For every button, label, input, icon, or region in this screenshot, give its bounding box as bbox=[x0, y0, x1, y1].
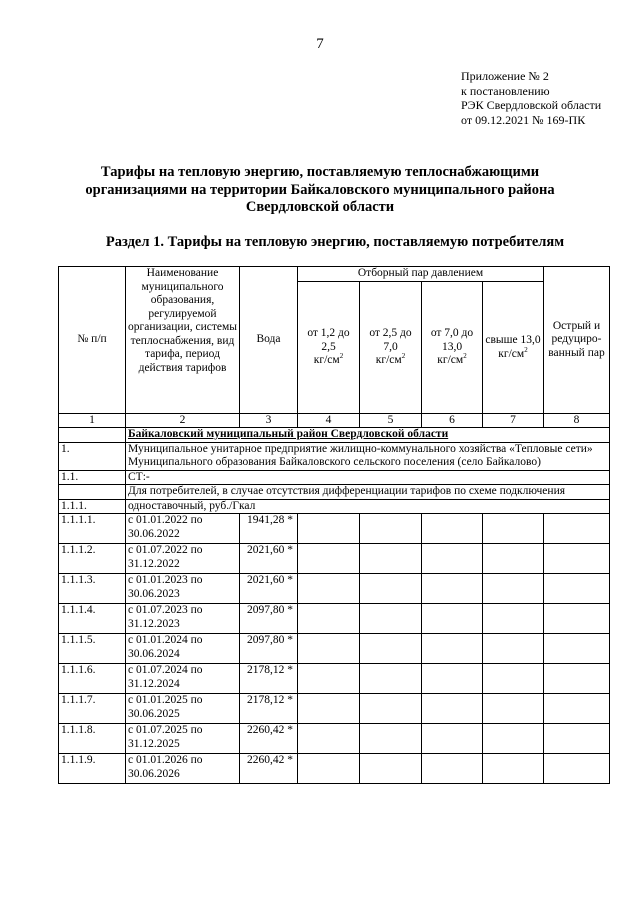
district-name: Байкаловский муниципальный район Свердловской области bbox=[126, 428, 610, 443]
steam-4-value bbox=[483, 724, 544, 754]
table-row bbox=[59, 694, 610, 724]
appendix-line: к постановлению bbox=[461, 83, 550, 98]
steam-1-value bbox=[298, 664, 360, 694]
steam-4-value bbox=[483, 514, 544, 544]
steam-2-value bbox=[360, 754, 422, 784]
steam-2-value bbox=[360, 634, 422, 664]
row-number: 1.1.1.4. bbox=[59, 604, 126, 634]
row-number: 1.1.1.7. bbox=[59, 694, 126, 724]
period-start: с 01.01.2024 по bbox=[128, 634, 203, 646]
section-title: Раздел 1. Тарифы на тепловую энергию, поставляемую потребителям bbox=[105, 234, 565, 250]
sharp-steam-value bbox=[544, 724, 610, 754]
period-cell bbox=[126, 544, 240, 574]
tariff-rows bbox=[59, 514, 610, 784]
row-number: 1.1.1.8. bbox=[59, 724, 126, 754]
water-value: 2021,60 * bbox=[240, 574, 298, 604]
steam-4-value bbox=[483, 754, 544, 784]
header-sharp-steam: Острый и редуциро-ванный пар bbox=[544, 267, 610, 414]
table-row bbox=[59, 574, 610, 604]
steam-1-value bbox=[298, 544, 360, 574]
water-value: 2178,12 * bbox=[240, 664, 298, 694]
period-start: с 01.01.2023 по bbox=[128, 574, 203, 586]
period-cell bbox=[126, 574, 240, 604]
row-number: 1.1.1.2. bbox=[59, 544, 126, 574]
steam-3-value bbox=[422, 664, 483, 694]
table-row bbox=[59, 514, 610, 544]
steam-4-value bbox=[483, 574, 544, 604]
period-start: с 01.07.2024 по bbox=[128, 664, 203, 676]
tariff-table bbox=[58, 266, 610, 784]
row-number: 1.1.1.6. bbox=[59, 664, 126, 694]
water-value: 2260,42 * bbox=[240, 754, 298, 784]
row-number: 1.1.1. bbox=[59, 499, 126, 514]
steam-1-value bbox=[298, 694, 360, 724]
steam-3-value bbox=[422, 724, 483, 754]
header-steam-1: от 1,2 до 2,5 $кг/см^2$ bbox=[298, 282, 360, 414]
sharp-steam-value bbox=[544, 544, 610, 574]
water-value: 2097,80 * bbox=[240, 604, 298, 634]
period-cell bbox=[126, 724, 240, 754]
period-start: с 01.01.2022 по bbox=[128, 514, 203, 526]
sharp-steam-value bbox=[544, 634, 610, 664]
steam-2-value bbox=[360, 694, 422, 724]
period-end: 30.06.2022 bbox=[128, 527, 180, 540]
steam-4-value bbox=[483, 634, 544, 664]
col-number: 4 bbox=[298, 414, 360, 428]
steam-4-value bbox=[483, 544, 544, 574]
period-cell bbox=[126, 754, 240, 784]
row-number: 1.1. bbox=[59, 470, 126, 485]
header-steam-group: Отборный пар давлением bbox=[298, 267, 544, 282]
period-start: с 01.01.2025 по bbox=[128, 694, 203, 706]
steam-1-value bbox=[298, 604, 360, 634]
sharp-steam-value bbox=[544, 514, 610, 544]
water-value: 2178,12 * bbox=[240, 694, 298, 724]
period-start: с 01.01.2026 по bbox=[128, 754, 203, 766]
steam-2-value bbox=[360, 724, 422, 754]
period-end: 31.12.2022 bbox=[128, 557, 180, 570]
steam-3-value bbox=[422, 634, 483, 664]
sharp-steam-value bbox=[544, 604, 610, 634]
table-row bbox=[59, 664, 610, 694]
sharp-steam-value bbox=[544, 754, 610, 784]
water-value: 2260,42 * bbox=[240, 724, 298, 754]
period-start: с 01.07.2023 по bbox=[128, 604, 203, 616]
col-number: 3 bbox=[240, 414, 298, 428]
header-name: Наименование муниципального образования, регулируемой организации, системы теплоснабжения, вид тарифа, период действия тарифов bbox=[126, 267, 240, 414]
table-row bbox=[59, 754, 610, 784]
steam-2-value bbox=[360, 544, 422, 574]
page-number: 7 bbox=[316, 36, 324, 52]
table-row bbox=[59, 724, 610, 754]
tariff-type: одноставочный, руб./Гкал bbox=[126, 499, 610, 514]
period-cell bbox=[126, 664, 240, 694]
table-row bbox=[59, 544, 610, 574]
organization-row bbox=[59, 442, 610, 470]
consumers-note: Для потребителей, в случае отсутствия дифференциации тарифов по схеме подключения bbox=[126, 485, 610, 500]
col-number: 8 bbox=[544, 414, 610, 428]
sharp-steam-value bbox=[544, 574, 610, 604]
header-steam-4: свыше 13,0 $кг/см^2$ bbox=[483, 282, 544, 414]
sharp-steam-value bbox=[544, 664, 610, 694]
title-line: Свердловской области bbox=[245, 199, 395, 215]
row-number: 1. bbox=[59, 442, 126, 470]
sharp-steam-value bbox=[544, 694, 610, 724]
steam-1-value bbox=[298, 574, 360, 604]
organization-name: Муниципальное унитарное предприятие жилищно-коммунального хозяйства «Тепловые сети» Муниципального образования Байкаловского сельского поселения (село Байкалово) bbox=[126, 442, 610, 470]
period-end: 30.06.2025 bbox=[128, 707, 180, 720]
col-number: 7 bbox=[483, 414, 544, 428]
col-number: 6 bbox=[422, 414, 483, 428]
period-end: 30.06.2023 bbox=[128, 587, 180, 600]
steam-3-value bbox=[422, 694, 483, 724]
document-title bbox=[80, 164, 560, 217]
period-end: 31.12.2023 bbox=[128, 617, 180, 630]
water-value: 2021,60 * bbox=[240, 544, 298, 574]
steam-2-value bbox=[360, 574, 422, 604]
table-row bbox=[59, 634, 610, 664]
header-num: № п/п bbox=[59, 267, 126, 414]
period-end: 31.12.2024 bbox=[128, 677, 180, 690]
period-cell bbox=[126, 634, 240, 664]
water-value: 2097,80 * bbox=[240, 634, 298, 664]
appendix-line: РЭК Свердловской области bbox=[461, 98, 602, 112]
consumers-note-row bbox=[59, 485, 610, 500]
steam-4-value bbox=[483, 604, 544, 634]
steam-4-value bbox=[483, 664, 544, 694]
heat-system-row bbox=[59, 470, 610, 485]
row-number: 1.1.1.5. bbox=[59, 634, 126, 664]
steam-4-value bbox=[483, 694, 544, 724]
appendix-line: Приложение № 2 bbox=[461, 69, 549, 83]
period-cell bbox=[126, 694, 240, 724]
header-water: Вода bbox=[240, 267, 298, 414]
col-number: 5 bbox=[360, 414, 422, 428]
col-number: 2 bbox=[126, 414, 240, 428]
period-end: 30.06.2026 bbox=[128, 767, 180, 780]
appendix-block bbox=[461, 69, 601, 127]
district-row bbox=[59, 428, 610, 443]
steam-3-value bbox=[422, 544, 483, 574]
steam-1-value bbox=[298, 724, 360, 754]
row-number: 1.1.1.1. bbox=[59, 514, 126, 544]
title-line: Тарифы на тепловую энергию, поставляемую теплоснабжающими bbox=[100, 164, 540, 180]
steam-2-value bbox=[360, 664, 422, 694]
header-steam-2: от 2,5 до 7,0 $кг/см^2$ bbox=[360, 282, 422, 414]
steam-3-value bbox=[422, 604, 483, 634]
period-cell bbox=[126, 514, 240, 544]
row-number: 1.1.1.9. bbox=[59, 754, 126, 784]
steam-2-value bbox=[360, 604, 422, 634]
steam-3-value bbox=[422, 574, 483, 604]
steam-3-value bbox=[422, 514, 483, 544]
period-end: 31.12.2025 bbox=[128, 737, 180, 750]
tariff-type-row bbox=[59, 499, 610, 514]
period-cell bbox=[126, 604, 240, 634]
period-start: с 01.07.2025 по bbox=[128, 724, 203, 736]
title-line: организациями на территории Байкаловского муниципального района bbox=[85, 181, 555, 198]
header-steam-3: от 7,0 до 13,0 $кг/см^2$ bbox=[422, 282, 483, 414]
steam-3-value bbox=[422, 754, 483, 784]
appendix-line: от 09.12.2021 № 169-ПК bbox=[461, 112, 586, 127]
table-row bbox=[59, 604, 610, 634]
water-value: 1941,28 * bbox=[240, 514, 298, 544]
steam-1-value bbox=[298, 754, 360, 784]
heat-system-label: СТ:- bbox=[126, 470, 610, 485]
steam-2-value bbox=[360, 514, 422, 544]
period-end: 30.06.2024 bbox=[128, 647, 180, 660]
steam-1-value bbox=[298, 634, 360, 664]
col-number: 1 bbox=[59, 414, 126, 428]
column-numbers-row bbox=[59, 414, 610, 428]
period-start: с 01.07.2022 по bbox=[128, 544, 203, 556]
steam-1-value bbox=[298, 514, 360, 544]
row-number: 1.1.1.3. bbox=[59, 574, 126, 604]
